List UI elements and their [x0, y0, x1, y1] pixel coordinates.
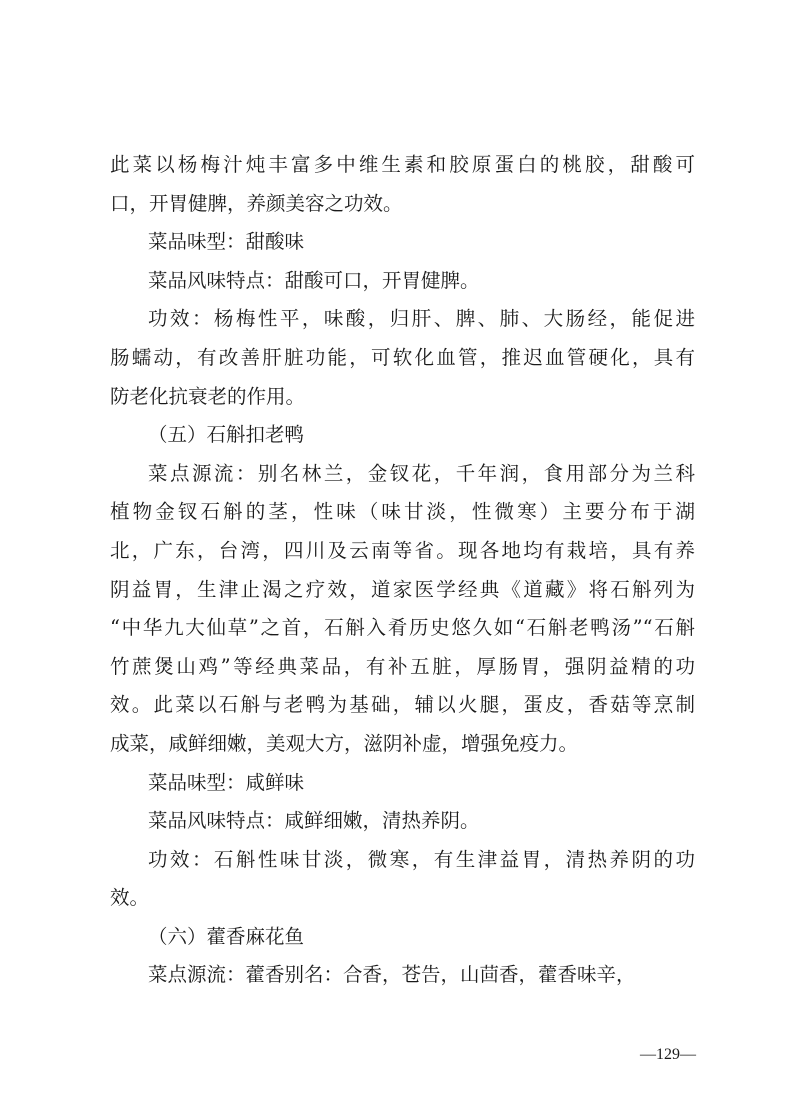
- paragraph-line: 菜品味型：咸鲜味: [148, 770, 305, 794]
- paragraph-line: 功效：石斛性味甘淡，微寒，有生津益胃，清热养阴的功: [148, 847, 695, 871]
- section-heading: （五）石斛扣老鸭: [148, 423, 305, 447]
- paragraph-line: 防老化抗衰老的作用。: [110, 384, 306, 408]
- paragraph-line: 效。: [110, 886, 150, 910]
- paragraph-line: 成菜，咸鲜细嫩，美观大方，滋阴补虚，增强免疫力。: [110, 731, 579, 755]
- paragraph-line: 口，开胃健脾，养颜美容之功效。: [110, 191, 403, 215]
- paragraph-line: 此菜以杨梅汁炖丰富多中维生素和胶原蛋白的桃胶，甜酸可: [110, 153, 695, 176]
- section-heading: （六）藿香麻花鱼: [148, 924, 305, 948]
- paragraph-line: 功效：杨梅性平，味酸，归肝、脾、肺、大肠经，能促进: [148, 307, 695, 331]
- paragraph-line: “中华九大仙草”之首，石斛入肴历史悠久如“石斛老鸭汤”“石斛: [110, 616, 695, 640]
- paragraph-line: 北，广东，台湾，四川及云南等省。现各地均有栽培，具有养: [110, 538, 695, 562]
- paragraph-line: 菜品风味特点：咸鲜细嫩，清热养阴。: [148, 809, 480, 833]
- paragraph-line: 菜品风味特点：甜酸可口，开胃健脾。: [148, 268, 480, 292]
- paragraph-line: 竹蔗煲山鸡”等经典菜品，有补五脏，厚肠胃，强阴益精的功: [110, 654, 695, 678]
- paragraph-line: 菜品味型：甜酸味: [148, 230, 305, 254]
- paragraph-line: 植物金钗石斛的茎，性味（味甘淡，性微寒）主要分布于湖: [110, 500, 695, 524]
- paragraph-line: 肠蠕动，有改善肝脏功能，可软化血管，推迟血管硬化，具有: [110, 345, 695, 369]
- paragraph-line: 菜点源流：藿香别名：合香，苍告，山茴香，藿香味辛，: [148, 963, 636, 987]
- paragraph-line: 阴益胃，生津止渴之疗效，道家医学经典《道藏》将石斛列为: [110, 577, 695, 601]
- page-number: —129—: [640, 1046, 696, 1063]
- body-text: [110, 146, 695, 995]
- paragraph-line: 菜点源流：别名林兰，金钗花，千年润，食用部分为兰科: [148, 461, 695, 485]
- paragraph-line: 效。此菜以石斛与老鸭为基础，辅以火腿，蛋皮，香菇等烹制: [110, 693, 695, 717]
